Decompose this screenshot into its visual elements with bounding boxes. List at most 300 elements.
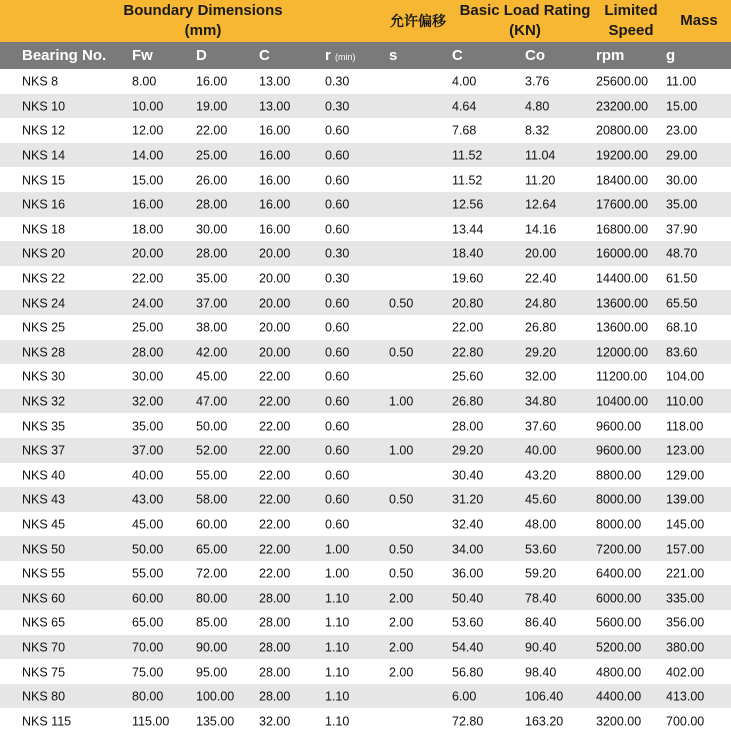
cell-fw: 40.00: [132, 468, 164, 483]
table-row: [0, 659, 731, 684]
cell-c-dynamic: 72.80: [452, 714, 484, 729]
col-s: s: [389, 47, 398, 64]
cell-fw: 45.00: [132, 517, 164, 532]
cell-r: 0.60: [325, 320, 350, 335]
cell-d: 28.00: [196, 247, 228, 262]
cell-r: 0.60: [325, 345, 350, 360]
cell-r: 1.10: [325, 591, 350, 606]
cell-rpm: 9600.00: [596, 419, 642, 434]
cell-rpm: 16000.00: [596, 247, 649, 262]
table-row: [0, 413, 731, 438]
cell-g: 65.50: [666, 296, 698, 311]
col-r-label: r: [325, 47, 331, 64]
cell-d: 135.00: [196, 714, 235, 729]
table-row: [0, 69, 731, 94]
table-row: [0, 635, 731, 660]
cell-c: 16.00: [259, 197, 291, 212]
cell-rpm: 23200.00: [596, 99, 649, 114]
cell-c: 28.00: [259, 640, 291, 655]
cell-s: 2.00: [389, 640, 414, 655]
cell-c: 28.00: [259, 616, 291, 631]
cell-co: 11.20: [525, 173, 556, 188]
cell-fw: 50.00: [132, 542, 164, 557]
cell-r: 0.30: [325, 74, 350, 89]
cell-fw: 30.00: [132, 370, 164, 385]
table-row: [0, 94, 731, 119]
cell-bearing-no: NKS 12: [22, 124, 66, 139]
cell-d: 80.00: [196, 591, 228, 606]
cell-rpm: 19200.00: [596, 148, 649, 163]
cell-bearing-no: NKS 75: [22, 665, 66, 680]
cell-c: 13.00: [259, 99, 291, 114]
cell-s: 2.00: [389, 616, 414, 631]
cell-rpm: 18400.00: [596, 173, 649, 188]
cell-fw: 75.00: [132, 665, 164, 680]
cell-bearing-no: NKS 18: [22, 222, 66, 237]
cell-c-dynamic: 22.00: [452, 320, 484, 335]
cell-d: 38.00: [196, 320, 228, 335]
cell-rpm: 8800.00: [596, 468, 642, 483]
cell-r: 0.60: [325, 394, 350, 409]
cell-c-dynamic: 12.56: [452, 197, 484, 212]
column-header-row: [0, 42, 731, 69]
cell-co: 34.80: [525, 394, 557, 409]
cell-c: 20.00: [259, 345, 291, 360]
cell-s: 1.00: [389, 443, 414, 458]
cell-c: 22.00: [259, 370, 291, 385]
cell-r: 0.60: [325, 468, 350, 483]
cell-r: 0.60: [325, 419, 350, 434]
cell-c-dynamic: 30.40: [452, 468, 484, 483]
cell-c-dynamic: 13.44: [452, 222, 484, 237]
cell-bearing-no: NKS 70: [22, 640, 66, 655]
cell-co: 32.00: [525, 370, 557, 385]
table-row: [0, 118, 731, 143]
col-g: g: [666, 47, 676, 64]
cell-g: 221.00: [666, 566, 705, 581]
cell-bearing-no: NKS 25: [22, 320, 66, 335]
cell-r: 0.60: [325, 197, 350, 212]
cell-rpm: 7200.00: [596, 542, 642, 557]
cell-rpm: 13600.00: [596, 320, 649, 335]
cell-d: 45.00: [196, 370, 228, 385]
cell-c: 20.00: [259, 296, 291, 311]
cell-d: 85.00: [196, 616, 228, 631]
cell-d: 72.00: [196, 566, 228, 581]
cell-c: 22.00: [259, 394, 291, 409]
cell-fw: 37.00: [132, 443, 164, 458]
cell-d: 37.00: [196, 296, 228, 311]
cell-g: 157.00: [666, 542, 705, 557]
cell-r: 1.10: [325, 689, 350, 704]
cell-d: 65.00: [196, 542, 228, 557]
cell-co: 86.40: [525, 616, 557, 631]
cell-rpm: 6000.00: [596, 591, 642, 606]
cell-g: 48.70: [666, 247, 698, 262]
cell-s: 0.50: [389, 542, 414, 557]
cell-co: 45.60: [525, 493, 557, 508]
cell-bearing-no: NKS 37: [22, 443, 66, 458]
cell-d: 28.00: [196, 197, 228, 212]
limited-speed-heading-line2: Speed: [608, 22, 654, 39]
col-r-subscript: (min): [335, 52, 356, 62]
cell-c: 22.00: [259, 517, 291, 532]
cell-fw: 10.00: [132, 99, 164, 114]
cell-fw: 15.00: [132, 173, 164, 188]
cell-g: 118.00: [666, 419, 704, 434]
cell-c: 16.00: [259, 124, 291, 139]
cell-fw: 24.00: [132, 296, 164, 311]
cell-bearing-no: NKS 10: [22, 99, 66, 114]
col-bearing-no: Bearing No.: [22, 47, 107, 64]
cell-fw: 18.00: [132, 222, 164, 237]
cell-c: 22.00: [259, 566, 291, 581]
cell-g: 29.00: [666, 148, 698, 163]
boundary-dimensions-heading: Boundary Dimensions: [123, 2, 283, 19]
cell-c-dynamic: 36.00: [452, 566, 484, 581]
offset-heading: 允许偏移: [390, 13, 446, 29]
cell-fw: 14.00: [132, 148, 164, 163]
cell-g: 129.00: [666, 468, 705, 483]
cell-rpm: 12000.00: [596, 345, 649, 360]
cell-bearing-no: NKS 50: [22, 542, 66, 557]
cell-c: 16.00: [259, 222, 291, 237]
cell-d: 58.00: [196, 493, 228, 508]
cell-co: 29.20: [525, 345, 557, 360]
cell-c: 22.00: [259, 542, 291, 557]
cell-c: 16.00: [259, 173, 291, 188]
cell-g: 335.00: [666, 591, 705, 606]
cell-g: 15.00: [666, 99, 698, 114]
cell-fw: 115.00: [132, 714, 170, 729]
cell-r: 1.10: [325, 665, 350, 680]
cell-bearing-no: NKS 20: [22, 247, 66, 262]
cell-fw: 16.00: [132, 197, 164, 212]
cell-c-dynamic: 11.52: [452, 148, 483, 163]
table-row: [0, 487, 731, 512]
cell-r: 1.00: [325, 566, 350, 581]
cell-d: 60.00: [196, 517, 228, 532]
cell-s: 1.00: [389, 394, 414, 409]
cell-c-dynamic: 29.20: [452, 443, 484, 458]
col-r: [325, 47, 356, 64]
cell-c-dynamic: 50.40: [452, 591, 484, 606]
table-row: [0, 290, 731, 315]
cell-c-dynamic: 18.40: [452, 247, 484, 262]
cell-co: 53.60: [525, 542, 557, 557]
cell-g: 23.00: [666, 124, 698, 139]
cell-c-dynamic: 56.80: [452, 665, 484, 680]
cell-g: 356.00: [666, 616, 705, 631]
cell-r: 0.60: [325, 370, 350, 385]
cell-g: 37.90: [666, 222, 698, 237]
table-row: [0, 340, 731, 365]
cell-r: 0.30: [325, 271, 350, 286]
cell-rpm: 11200.00: [596, 370, 648, 385]
cell-bearing-no: NKS 65: [22, 616, 66, 631]
cell-bearing-no: NKS 8: [22, 74, 59, 89]
cell-c-dynamic: 32.40: [452, 517, 484, 532]
cell-co: 24.80: [525, 296, 557, 311]
table-row: [0, 241, 731, 266]
cell-bearing-no: NKS 35: [22, 419, 66, 434]
cell-c-dynamic: 28.00: [452, 419, 484, 434]
col-c-dynamic: C: [452, 47, 463, 64]
cell-co: 14.16: [525, 222, 557, 237]
cell-g: 139.00: [666, 493, 705, 508]
cell-bearing-no: NKS 40: [22, 468, 66, 483]
cell-rpm: 4400.00: [596, 689, 642, 704]
cell-c: 28.00: [259, 665, 291, 680]
col-co: Co: [525, 47, 545, 64]
cell-rpm: 25600.00: [596, 74, 649, 89]
cell-c: 20.00: [259, 271, 291, 286]
cell-g: 145.00: [666, 517, 705, 532]
cell-fw: 22.00: [132, 271, 164, 286]
cell-g: 35.00: [666, 197, 698, 212]
cell-fw: 80.00: [132, 689, 164, 704]
mass-heading: Mass: [680, 12, 718, 29]
cell-bearing-no: NKS 15: [22, 173, 66, 188]
cell-rpm: 13600.00: [596, 296, 649, 311]
cell-d: 19.00: [196, 99, 228, 114]
cell-fw: 32.00: [132, 394, 164, 409]
cell-g: 104.00: [666, 370, 705, 385]
cell-g: 700.00: [666, 714, 705, 729]
cell-s: 0.50: [389, 493, 414, 508]
cell-bearing-no: NKS 24: [22, 296, 66, 311]
cell-rpm: 3200.00: [596, 714, 642, 729]
cell-co: 8.32: [525, 124, 550, 139]
cell-c-dynamic: 54.40: [452, 640, 484, 655]
cell-bearing-no: NKS 28: [22, 345, 66, 360]
cell-fw: 12.00: [132, 124, 164, 139]
col-c: C: [259, 47, 270, 64]
cell-d: 47.00: [196, 394, 228, 409]
cell-s: 0.50: [389, 566, 414, 581]
cell-fw: 8.00: [132, 74, 157, 89]
cell-co: 78.40: [525, 591, 557, 606]
cell-r: 1.10: [325, 640, 350, 655]
basic-load-rating-unit: (KN): [509, 22, 541, 39]
cell-rpm: 14400.00: [596, 271, 649, 286]
cell-bearing-no: NKS 16: [22, 197, 66, 212]
cell-g: 402.00: [666, 665, 705, 680]
cell-s: 0.50: [389, 296, 414, 311]
table-row: [0, 389, 731, 414]
cell-d: 25.00: [196, 148, 228, 163]
cell-d: 95.00: [196, 665, 228, 680]
cell-co: 98.40: [525, 665, 557, 680]
cell-c-dynamic: 53.60: [452, 616, 484, 631]
cell-r: 0.30: [325, 247, 350, 262]
cell-rpm: 20800.00: [596, 124, 649, 139]
cell-c: 28.00: [259, 689, 291, 704]
cell-r: 0.60: [325, 443, 350, 458]
cell-rpm: 9600.00: [596, 443, 642, 458]
cell-rpm: 8000.00: [596, 493, 642, 508]
cell-c-dynamic: 11.52: [452, 173, 483, 188]
cell-g: 83.60: [666, 345, 698, 360]
cell-rpm: 16800.00: [596, 222, 649, 237]
cell-rpm: 8000.00: [596, 517, 642, 532]
cell-bearing-no: NKS 22: [22, 271, 66, 286]
cell-fw: 25.00: [132, 320, 164, 335]
cell-c-dynamic: 22.80: [452, 345, 484, 360]
cell-co: 20.00: [525, 247, 557, 262]
cell-c: 20.00: [259, 320, 291, 335]
cell-co: 22.40: [525, 271, 557, 286]
cell-d: 100.00: [196, 689, 235, 704]
cell-r: 0.60: [325, 173, 350, 188]
cell-bearing-no: NKS 30: [22, 370, 66, 385]
col-rpm: rpm: [596, 47, 625, 64]
table-row: [0, 364, 731, 389]
cell-r: 1.00: [325, 542, 350, 557]
table-row: [0, 708, 731, 733]
basic-load-rating-heading: Basic Load Rating: [459, 2, 591, 19]
cell-c-dynamic: 4.00: [452, 74, 477, 89]
table-row: [0, 143, 731, 168]
cell-rpm: 5600.00: [596, 616, 642, 631]
table-row: [0, 561, 731, 586]
cell-r: 1.10: [325, 616, 350, 631]
cell-fw: 70.00: [132, 640, 164, 655]
cell-g: 123.00: [666, 443, 705, 458]
cell-c: 20.00: [259, 247, 291, 262]
cell-g: 110.00: [666, 394, 704, 409]
cell-co: 37.60: [525, 419, 557, 434]
cell-d: 90.00: [196, 640, 228, 655]
cell-d: 22.00: [196, 124, 228, 139]
cell-r: 0.60: [325, 148, 350, 163]
cell-bearing-no: NKS 14: [22, 148, 66, 163]
cell-rpm: 6400.00: [596, 566, 642, 581]
cell-d: 50.00: [196, 419, 228, 434]
cell-co: 48.00: [525, 517, 557, 532]
cell-g: 380.00: [666, 640, 705, 655]
cell-fw: 43.00: [132, 493, 164, 508]
cell-rpm: 10400.00: [596, 394, 649, 409]
cell-co: 90.40: [525, 640, 557, 655]
cell-bearing-no: NKS 32: [22, 394, 66, 409]
cell-co: 26.80: [525, 320, 557, 335]
cell-d: 42.00: [196, 345, 228, 360]
cell-s: 2.00: [389, 591, 414, 606]
cell-d: 52.00: [196, 443, 228, 458]
group-header: [0, 0, 731, 42]
cell-r: 0.60: [325, 296, 350, 311]
cell-rpm: 17600.00: [596, 197, 649, 212]
table-row: [0, 585, 731, 610]
cell-bearing-no: NKS 43: [22, 493, 66, 508]
cell-s: 2.00: [389, 665, 414, 680]
cell-c-dynamic: 4.64: [452, 99, 477, 114]
cell-co: 11.04: [525, 148, 556, 163]
table-row: [0, 463, 731, 488]
cell-r: 0.30: [325, 99, 350, 114]
cell-c-dynamic: 34.00: [452, 542, 484, 557]
cell-g: 11.00: [666, 74, 697, 89]
cell-g: 30.00: [666, 173, 698, 188]
table-row: [0, 315, 731, 340]
cell-r: 0.60: [325, 124, 350, 139]
cell-rpm: 4800.00: [596, 665, 642, 680]
cell-fw: 28.00: [132, 345, 164, 360]
cell-c-dynamic: 6.00: [452, 689, 477, 704]
cell-bearing-no: NKS 55: [22, 566, 66, 581]
cell-c: 28.00: [259, 591, 291, 606]
cell-co: 163.20: [525, 714, 564, 729]
cell-co: 40.00: [525, 443, 557, 458]
cell-bearing-no: NKS 115: [22, 714, 72, 729]
limited-speed-heading-line1: Limited: [604, 2, 658, 19]
cell-d: 26.00: [196, 173, 228, 188]
cell-c: 32.00: [259, 714, 291, 729]
cell-d: 16.00: [196, 74, 228, 89]
cell-fw: 55.00: [132, 566, 164, 581]
cell-c-dynamic: 20.80: [452, 296, 484, 311]
cell-c: 22.00: [259, 493, 291, 508]
cell-fw: 20.00: [132, 247, 164, 262]
cell-c: 22.00: [259, 443, 291, 458]
table-row: [0, 684, 731, 709]
cell-c-dynamic: 25.60: [452, 370, 484, 385]
table-row: [0, 266, 731, 291]
cell-co: 59.20: [525, 566, 557, 581]
cell-c: 22.00: [259, 419, 291, 434]
table-row: [0, 192, 731, 217]
cell-g: 68.10: [666, 320, 698, 335]
cell-g: 61.50: [666, 271, 698, 286]
cell-c: 16.00: [259, 148, 291, 163]
cell-co: 43.20: [525, 468, 557, 483]
cell-co: 4.80: [525, 99, 550, 114]
col-d: D: [196, 47, 207, 64]
cell-fw: 35.00: [132, 419, 164, 434]
cell-r: 0.60: [325, 222, 350, 237]
table-row: [0, 438, 731, 463]
boundary-dimensions-unit: (mm): [184, 22, 222, 39]
table-row: [0, 167, 731, 192]
cell-co: 106.40: [525, 689, 564, 704]
table-row: [0, 512, 731, 537]
cell-c-dynamic: 31.20: [452, 493, 484, 508]
cell-bearing-no: NKS 60: [22, 591, 66, 606]
cell-g: 413.00: [666, 689, 705, 704]
cell-co: 12.64: [525, 197, 557, 212]
cell-c-dynamic: 19.60: [452, 271, 484, 286]
cell-co: 3.76: [525, 74, 550, 89]
cell-fw: 60.00: [132, 591, 164, 606]
cell-c: 13.00: [259, 74, 291, 89]
cell-r: 0.60: [325, 517, 350, 532]
cell-c-dynamic: 26.80: [452, 394, 484, 409]
cell-d: 35.00: [196, 271, 228, 286]
col-fw: Fw: [132, 47, 153, 64]
cell-bearing-no: NKS 80: [22, 689, 66, 704]
cell-r: 1.10: [325, 714, 350, 729]
cell-r: 0.60: [325, 493, 350, 508]
cell-rpm: 5200.00: [596, 640, 642, 655]
cell-c-dynamic: 7.68: [452, 124, 477, 139]
table-row: [0, 610, 731, 635]
cell-d: 30.00: [196, 222, 228, 237]
cell-s: 0.50: [389, 345, 414, 360]
table-row: [0, 217, 731, 242]
cell-d: 55.00: [196, 468, 228, 483]
cell-c: 22.00: [259, 468, 291, 483]
